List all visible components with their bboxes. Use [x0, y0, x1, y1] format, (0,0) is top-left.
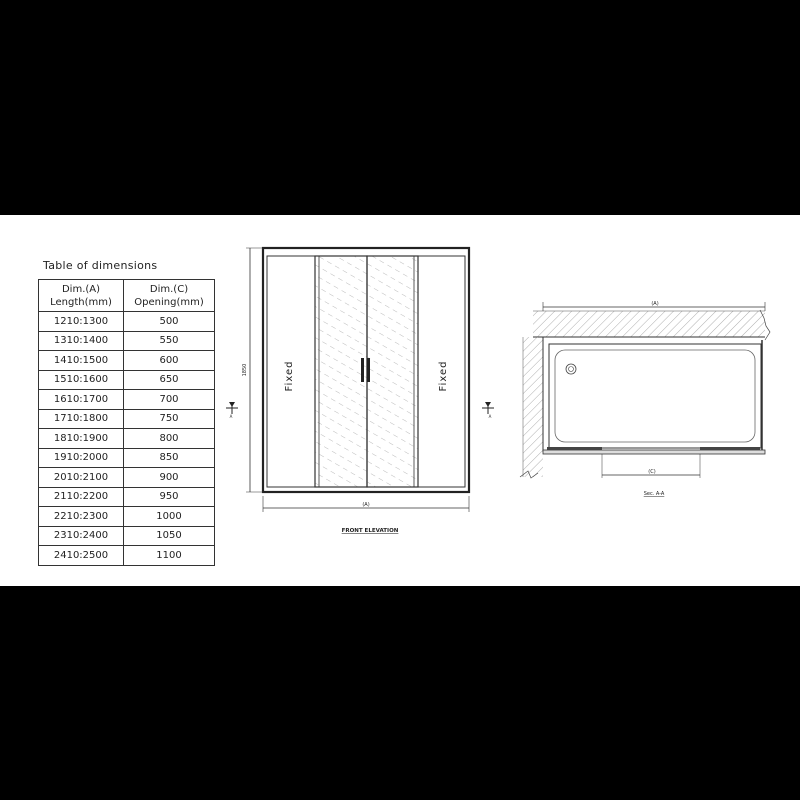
dim-c-cell: 1050	[124, 526, 215, 546]
dim-c-cell: 650	[124, 370, 215, 390]
front-elevation	[226, 248, 494, 534]
dim-a-cell: 2010:2100	[39, 468, 124, 488]
sliding-door-left	[315, 256, 367, 487]
dim-c-cell: 550	[124, 331, 215, 351]
dim-c-cell: 900	[124, 468, 215, 488]
fixed-glass-right	[700, 447, 760, 450]
dim-a-cell: 1710:1800	[39, 409, 124, 429]
dim-c-cell: 800	[124, 429, 215, 449]
section-width-label: (A)	[651, 301, 659, 307]
dim-a-cell: 1310:1400	[39, 331, 124, 351]
table-title: Table of dimensions	[43, 259, 158, 272]
width-dimension-label: (A)	[362, 502, 370, 508]
dim-a-cell: 1810:1900	[39, 429, 124, 449]
wall-left	[523, 337, 543, 477]
header-dim-c-line1: Dim.(C)	[149, 283, 189, 295]
dim-a-cell: 1410:1500	[39, 351, 124, 371]
bathtub-inner	[555, 350, 755, 442]
dim-c-cell: 850	[124, 448, 215, 468]
section-caption: Sec. A-A	[643, 491, 665, 497]
section-marker-left	[226, 402, 238, 419]
dim-a-cell: 2310:2400	[39, 526, 124, 546]
dim-c-cell: 500	[124, 312, 215, 332]
dim-a-cell: 2410:2500	[39, 546, 124, 566]
door-handle-right	[367, 358, 370, 382]
bathtub-outer	[549, 344, 761, 448]
header-dim-a-line2: Length(mm)	[50, 296, 112, 308]
door-handle-left	[361, 358, 364, 382]
dim-c-cell: 700	[124, 390, 215, 410]
section-marker-right	[482, 402, 494, 419]
dim-a-cell: 1610:1700	[39, 390, 124, 410]
fixed-label-right: Fixed	[438, 360, 449, 392]
section-a-a	[520, 301, 770, 497]
height-dimension-label: 1850	[242, 363, 248, 377]
dim-a-cell: 1910:2000	[39, 448, 124, 468]
header-dim-a-line1: Dim.(A)	[61, 283, 101, 295]
dim-a-cell: 2110:2200	[39, 487, 124, 507]
dim-a-cell: 2210:2300	[39, 507, 124, 527]
screen-profile	[543, 450, 765, 454]
section-marker-left-label: A	[229, 414, 233, 419]
dim-a-cell: 1210:1300	[39, 312, 124, 332]
section-marker-right-label: A	[488, 414, 492, 419]
dim-c-cell: 750	[124, 409, 215, 429]
wall-top	[533, 311, 765, 337]
fixed-label-left: Fixed	[284, 360, 295, 392]
section-opening-label: (C)	[648, 469, 656, 475]
dim-c-cell: 1000	[124, 507, 215, 527]
header-dim-c-line2: Opening(mm)	[134, 296, 204, 308]
dim-c-cell: 1100	[124, 546, 215, 566]
fixed-glass-left	[547, 447, 602, 450]
front-elevation-caption: FRONT ELEVATION	[341, 528, 399, 534]
dim-c-cell: 950	[124, 487, 215, 507]
dim-a-cell: 1510:1600	[39, 370, 124, 390]
drain-icon	[566, 364, 576, 374]
sliding-door-right	[367, 256, 418, 487]
dim-c-cell: 600	[124, 351, 215, 371]
